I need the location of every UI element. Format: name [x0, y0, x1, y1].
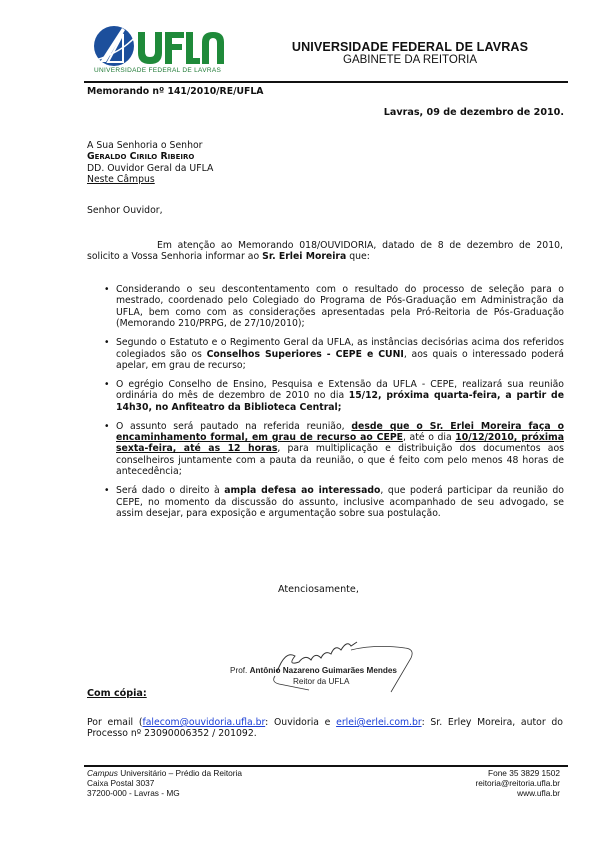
bullet-icon: •: [104, 337, 110, 349]
bullet-icon: •: [104, 485, 110, 497]
cc-title: Com cópia:: [87, 688, 147, 699]
addressee-title: DD. Ouvidor Geral da UFLA: [87, 162, 214, 174]
bullet-text: ampla defesa ao interessado: [224, 485, 381, 497]
footer-address: [87, 768, 242, 799]
footer-phone: Fone 35 3829 1502: [488, 768, 560, 778]
footer-postal: Caixa Postal 3037: [87, 778, 155, 789]
bullet-text: , que poderá participar da reunião do CEPE, no momento da discussão do assunto, inclusive acompanhado de seu advogado, se assim desejar, para exposição e argumentação sobre sua postulação.: [116, 485, 564, 519]
intro-recipient-name: Sr. Erlei Moreira: [262, 251, 347, 263]
logo-letter-l: [186, 32, 200, 64]
bullet-icon: •: [104, 378, 110, 390]
ouvidoria-email-link[interactable]: falecom@ouvidoria.ufla.br: [142, 717, 266, 728]
ufla-logo-graphic: [92, 22, 232, 70]
bullet-text: , aos quais o interessado poderá apelar, em grau de recurso;: [116, 348, 564, 371]
bullet-text: Considerando o seu descontentamento com o resultado do processo de seleção para o mestrado, coordenado pelo Colegiado do Programa de Pós-Graduação em Administração da UFLA, bem como com as considerações apresentadas pela Pró-Reitoria de Pós-Graduação (Memorando 210/PRPG, de 27/10/2010);: [116, 284, 564, 330]
salutation: Senhor Ouvidor,: [87, 205, 163, 216]
bullet-text: , para multiplicação e distribuição dos documentos aos conselheiros juntamente com a pauta da reunião, o que é feito com pelo menos 48 horas de antecedência;: [116, 443, 564, 478]
cc-prefix: Por email (: [87, 717, 143, 728]
signer-role: Reitor da UFLA: [293, 677, 350, 686]
addressee-name: Geraldo Cirilo Ribeiro: [87, 151, 195, 163]
bullet-text: Conselhos Superiores - CEPE e CUNI: [206, 348, 404, 360]
memo-number: Memorando nº 141/2010/RE/UFLA: [87, 86, 264, 97]
bullet-item: [104, 337, 564, 371]
cc-mid: : Ouvidoria e: [265, 717, 337, 728]
bullet-text: O egrégio Conselho de Ensino, Pesquisa e Extensão da UFLA - CEPE, realizará sua reunião ordinária do mês de dezembro de 2010 no dia: [116, 378, 564, 402]
logo-letter-f: [165, 32, 184, 64]
memo-date: Lavras, 09 de dezembro de 2010.: [383, 107, 564, 118]
department-name: GABINETE DA REITORIA: [343, 54, 477, 66]
intro-text-end: que:: [346, 251, 370, 263]
footer-campus-word: Campus: [87, 768, 118, 778]
cc-suffix: : Sr. Erley Moreira, autor do Processo nº 23090006352 / 201092.: [87, 717, 563, 740]
bullet-list: [104, 284, 564, 527]
footer-city: 37200-000 - Lavras - MG: [87, 788, 180, 799]
footer-email: reitoria@reitoria.ufla.br: [475, 778, 560, 789]
bullet-icon: •: [104, 284, 110, 295]
bullet-icon: •: [104, 420, 110, 432]
footer-divider: [84, 765, 568, 767]
signer-prefix: Prof.: [230, 666, 248, 675]
addressee-block: [87, 140, 213, 186]
university-name: UNIVERSIDADE FEDERAL DE LAVRAS: [291, 40, 529, 54]
bullet-text: Segundo o Estatuto e o Regimento Geral da UFLA, as instâncias decisórias acima dos referidos colegiados são os: [116, 337, 564, 360]
logo-caption: UNIVERSIDADE FEDERAL DE LAVRAS: [94, 67, 222, 74]
bullet-item: [104, 379, 564, 413]
bullet-item: [104, 485, 564, 519]
bullet-text: O assunto será pautado na referida reunião,: [116, 420, 352, 432]
footer-campus-rest: Universitário – Prédio da Reitoria: [117, 768, 242, 778]
intro-paragraph: [87, 240, 563, 263]
footer-website: www.ufla.br: [517, 788, 560, 799]
intro-text: Em atenção ao Memorando 018/OUVIDORIA, datado de 8 de dezembro de 2010, solicito a Vossa Senhoria informar ao: [87, 240, 563, 263]
addressee-line: A Sua Senhoria o Senhor: [87, 140, 203, 151]
footer-contact: [475, 768, 560, 799]
footer-campus: [87, 768, 242, 778]
bullet-text: desde que o Sr. Erlei Moreira faça o encaminhamento formal, em grau de recurso ao CEPE: [116, 420, 564, 443]
erlei-email-link[interactable]: erlei@erlei.com.br: [336, 717, 422, 728]
addressee-location: Neste Câmpus: [87, 174, 155, 186]
bullet-item: [104, 421, 564, 478]
logo-letter-a: [202, 32, 224, 64]
bullet-text: , até o dia: [402, 431, 456, 443]
closing: Atenciosamente,: [278, 584, 359, 595]
signer-name-line: [230, 666, 397, 675]
bullet-text: Será dado o direito à: [116, 485, 225, 497]
bullet-text: 15/12, próxima quarta-feira, a partir de 14h30, no Anfiteatro da Biblioteca Central;: [116, 390, 565, 413]
signer-name: Antônio Nazareno Guimarães Mendes: [249, 666, 397, 675]
cc-paragraph: [87, 717, 563, 740]
logo-letter-u: [138, 32, 162, 64]
bullet-text: 10/12/2010, próxima sexta-feira, até as 12 horas: [116, 431, 564, 455]
bullet-item: [104, 284, 564, 330]
header-divider: [84, 81, 568, 83]
